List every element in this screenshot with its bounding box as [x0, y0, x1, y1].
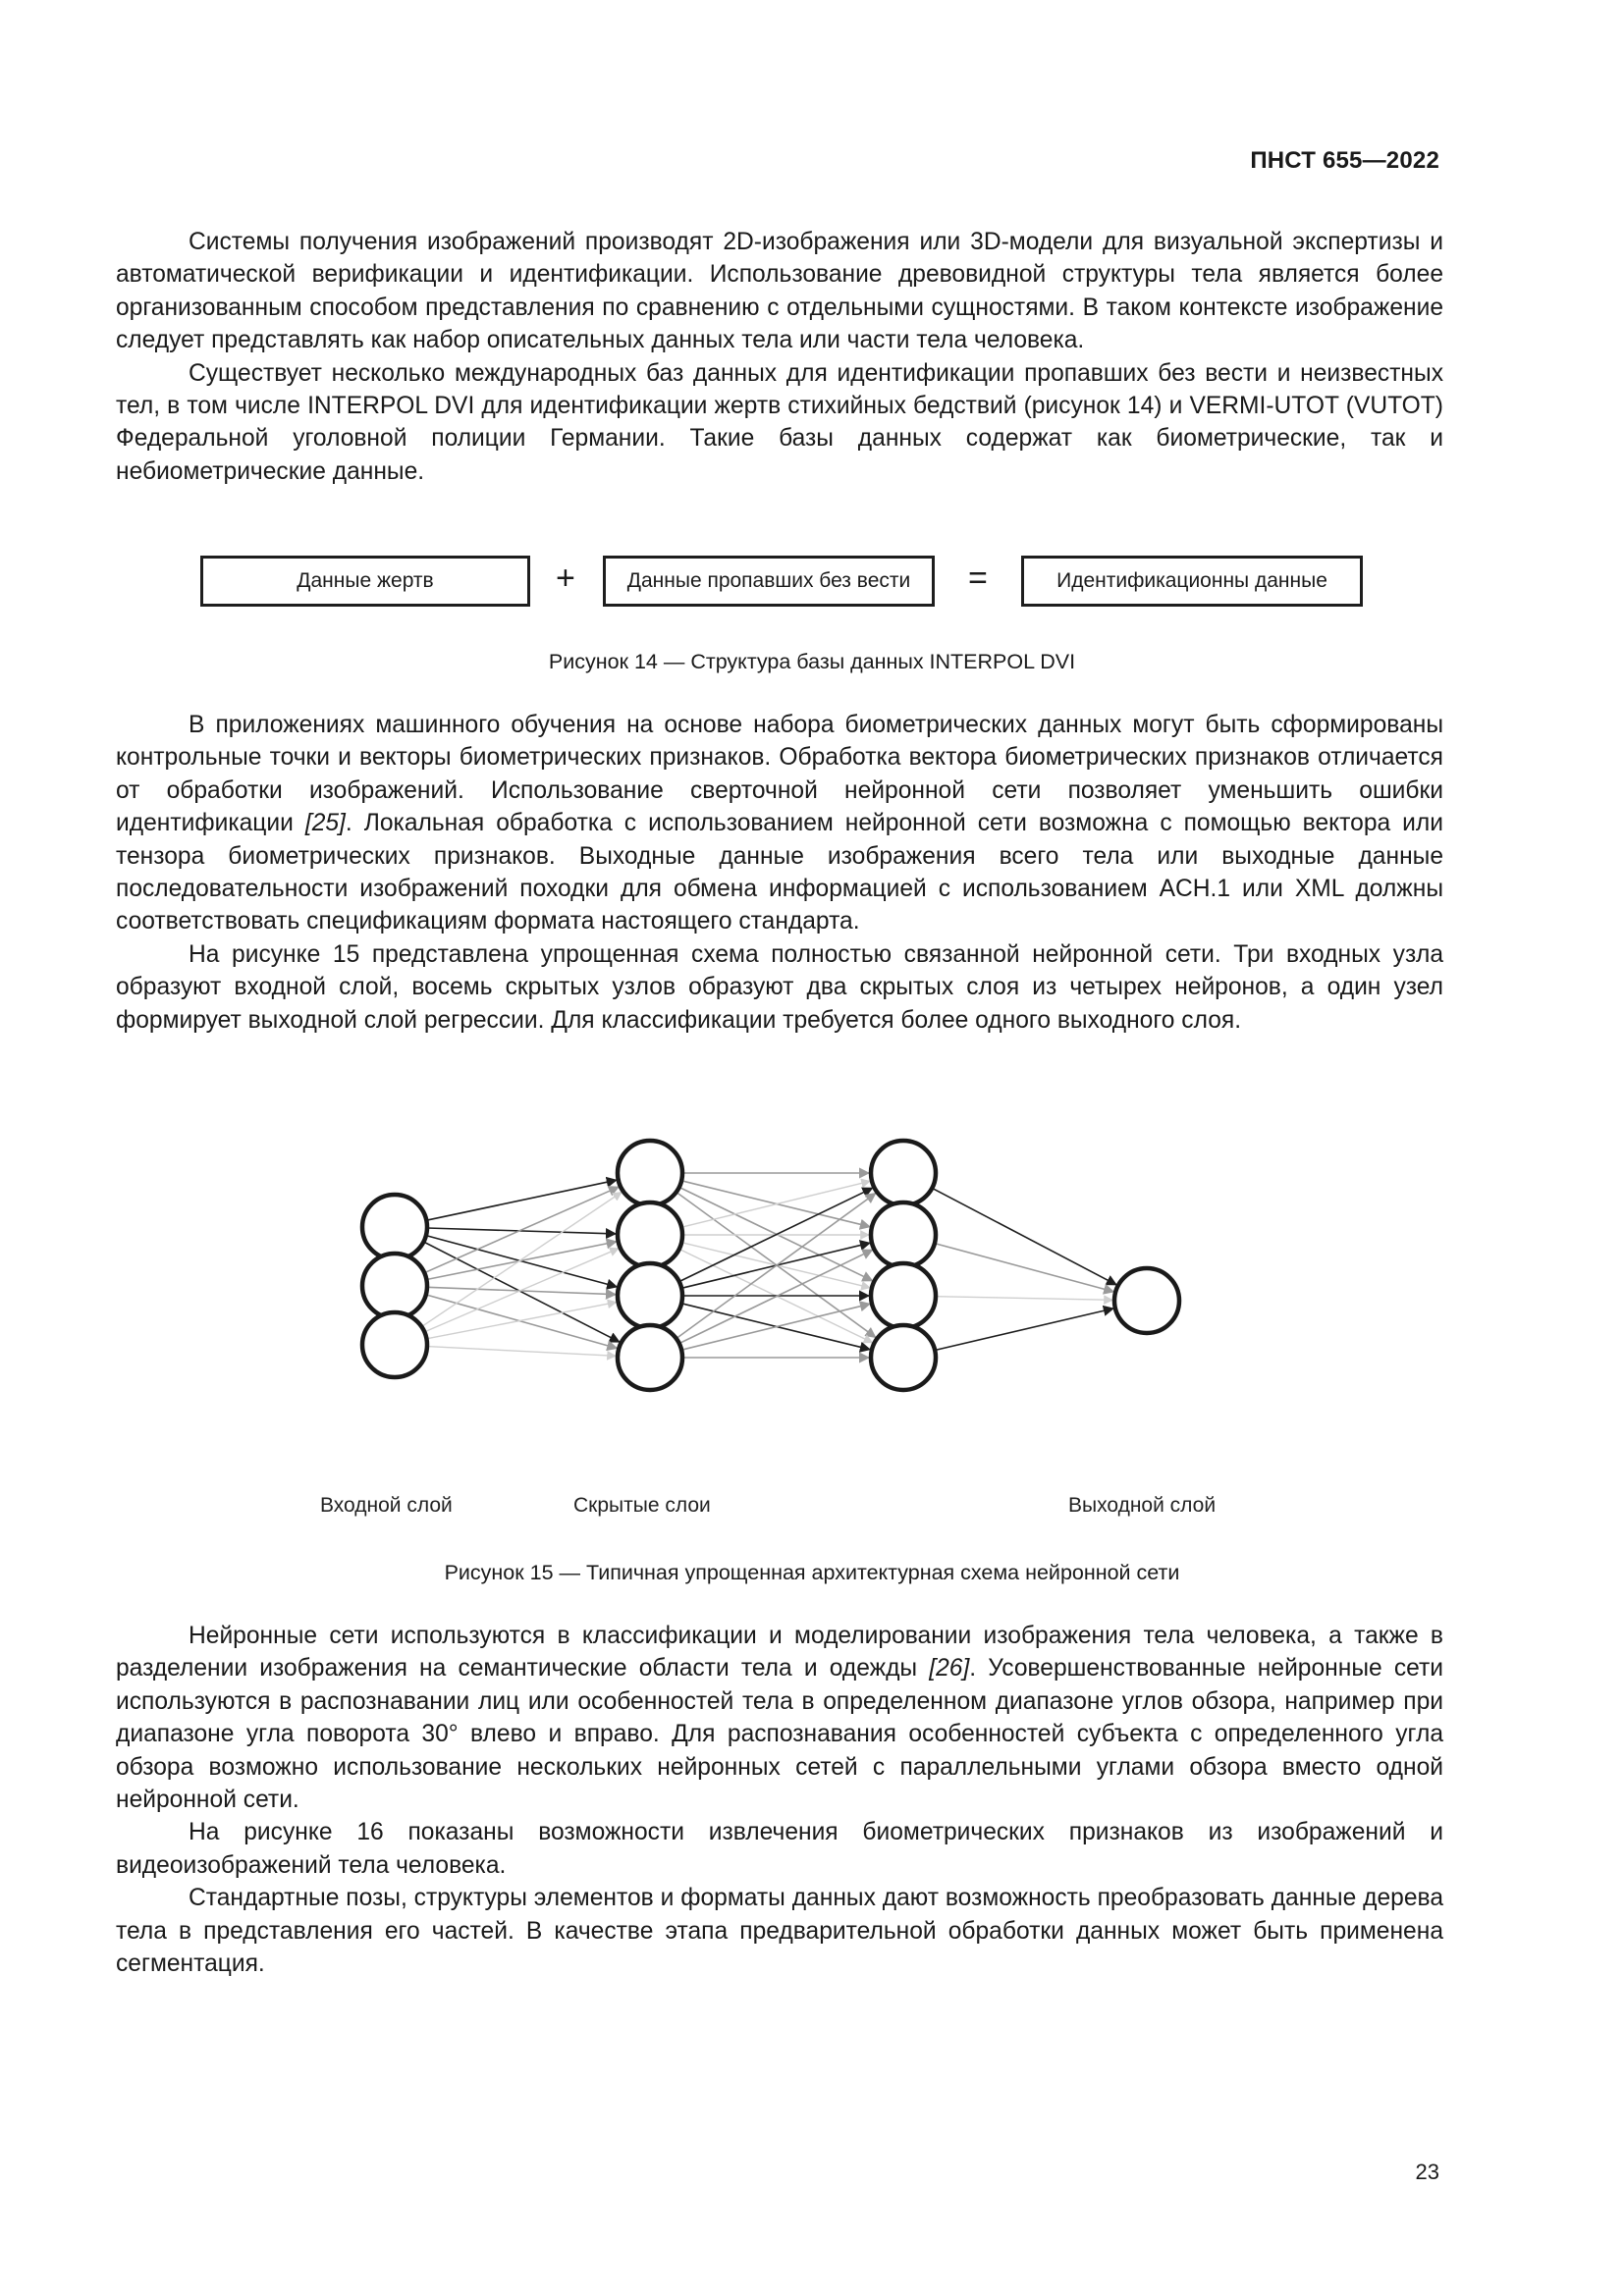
connection-hid2-3-out-0	[935, 1308, 1113, 1351]
paragraph-text: Стандартные позы, структуры элементов и форматы данных дают возможность преобразовать данные дерева тела в представления его частей. В качестве этапа предварительной обработки данных может быть применена сегментация.	[116, 1885, 1443, 1978]
hid1-node-2	[618, 1263, 682, 1328]
connection-hid2-2-out-0	[936, 1297, 1112, 1301]
paragraphs-mid	[116, 709, 1443, 1037]
connection-in-0-hid1-3	[423, 1242, 619, 1342]
label-output-layer: Выходной слой	[1068, 1494, 1217, 1517]
citation: [26]	[929, 1655, 970, 1682]
paragraph-text: . Усовершенствованные нейронные сети используются в распознавании лиц или особенностей тела в определенном диапазоне углов обзора, например при диапазоне угла поворота 30° влево и вправо. Для распознавания особенностей субъекта с определенного угла обзора возможно использование нескольких нейронных сетей с параллельными углами обзора вместо одной нейронной сети.	[116, 1655, 1443, 1814]
paragraph-text: Существует несколько международных баз данных для идентификации пропавших без вести и неизвестных тел, в том числе INTERPOL DVI для идентификации жертв стихийных бедствий (рисунок 14) и VERMI-UTOT (VUTOT) Федеральной уголовной полиции Германии. Такие базы данных содержат как биометрические, так и небиометрические данные.	[116, 359, 1443, 485]
paragraphs-top	[116, 226, 1443, 488]
hid2-node-0	[871, 1141, 936, 1205]
connection-in-1-hid1-3	[426, 1295, 618, 1349]
plus-sign: +	[556, 560, 575, 597]
network-nodes	[362, 1141, 1179, 1390]
paragraph	[116, 1816, 1443, 1882]
paragraph	[116, 709, 1443, 938]
hid1-node-1	[618, 1202, 682, 1267]
paragraph-text: . Локальная обработка с использованием нейронной сети возможна с помощью вектора или тензора биометрических признаков. Выходные данные изображения всего тела или выходные данные последовательности изображений походки для обмена информацией с использованием ACH.1 или XML должны соответствовать спецификациям формата настоящего стандарта.	[116, 810, 1444, 935]
hid1-node-3	[618, 1325, 682, 1390]
figure-14	[196, 553, 1375, 621]
paragraph	[116, 938, 1443, 1037]
page-number: 23	[1415, 2160, 1439, 2184]
paragraphs-bottom	[116, 1620, 1443, 1980]
connection-in-1-hid1-1	[426, 1242, 616, 1280]
in-node-0	[362, 1195, 427, 1259]
paragraph	[116, 357, 1443, 489]
document-code: ПНСТ 655—2022	[1250, 147, 1439, 174]
network-connections	[421, 1173, 1116, 1358]
out-node-0	[1114, 1268, 1179, 1333]
paragraph-text: На рисунке 15 представлена упрощенная схема полностью связанной нейронной сети. Три входных узла образуют входной слой, восемь скрытых узлов образуют два скрытых слоя из четырех нейронов, а один узел формирует выходной слой регрессии. Для классификации требуется более одного выходного слоя.	[116, 940, 1443, 1034]
in-node-1	[362, 1254, 427, 1318]
paragraph-text: На рисунке 16 показаны возможности извлечения биометрических признаков из изображений и видеоизображений тела человека.	[116, 1819, 1443, 1879]
connection-in-2-hid1-2	[426, 1303, 616, 1339]
connection-in-0-hid1-1	[427, 1228, 616, 1234]
connection-hid2-0-out-0	[932, 1188, 1116, 1285]
paragraph	[116, 1620, 1443, 1816]
box-victim-data: Данные жертв	[200, 556, 530, 607]
hid1-node-0	[618, 1141, 682, 1205]
paragraph-text: Системы получения изображений производят 2D-изображения или 3D-модели для визуальной экспертизы и автоматической верификации и идентификации. Использование древовидной структуры тела является более организованным способом представления по сравнению с отдельными сущностями. В таком контексте изображение следует представлять как набор описательных данных тела или части тела человека.	[116, 229, 1443, 354]
hid2-node-3	[871, 1325, 936, 1390]
connection-hid2-1-out-0	[935, 1244, 1113, 1292]
figure-14-caption: Рисунок 14 — Структура базы данных INTERPOL DVI	[548, 650, 1076, 673]
paragraph-text: В приложениях машинного обучения на основе набора биометрических данных могут быть сформированы контрольные точки и векторы биометрических признаков. Обработка вектора биометрических признаков отличается от обработки изображений. Использование сверточной нейронной сети позволяет уменьшить ошибки идентификации	[116, 712, 1443, 837]
figure-15-caption: Рисунок 15 — Типичная упрощенная архитектурная схема нейронной сети	[444, 1561, 1180, 1584]
paragraph	[116, 1882, 1443, 1980]
paragraph-text: Нейронные сети используются в классификации и моделировании изображения тела человека, а также в разделении изображения на семантические области тела и одежды	[116, 1623, 1443, 1682]
hid2-node-1	[871, 1202, 936, 1267]
paragraph	[116, 226, 1443, 357]
label-input-layer: Входной слой	[320, 1494, 453, 1517]
box-identification-data: Идентификационны данные	[1021, 556, 1363, 607]
in-node-2	[362, 1312, 427, 1377]
equals-sign: =	[968, 560, 988, 597]
figure-15-neural-network	[0, 1119, 1624, 1531]
connection-hid1-3-hid2-0	[677, 1194, 876, 1339]
hid2-node-2	[871, 1263, 936, 1328]
connection-in-2-hid1-3	[427, 1347, 616, 1357]
citation: [25]	[304, 810, 346, 837]
label-hidden-layers: Скрытые слои	[573, 1494, 711, 1517]
box-missing-data: Данные пропавших без вести	[603, 556, 935, 607]
